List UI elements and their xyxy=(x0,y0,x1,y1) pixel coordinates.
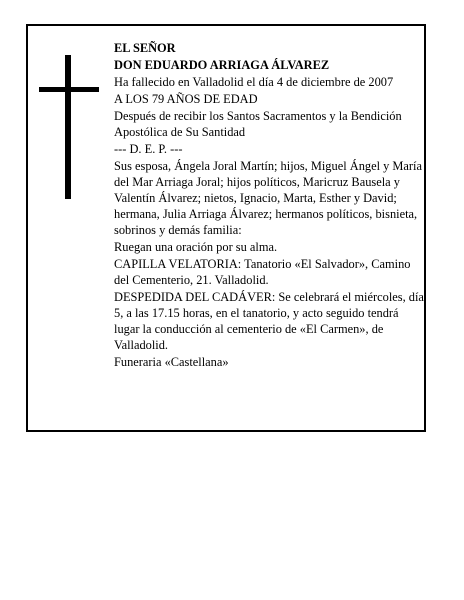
farewell-info: DESPEDIDA DEL CADÁVER: Se celebrará el miércoles, día 5, a las 17.15 horas, en el tanatorio, y acto seguido tendrá lugar la conducción al cementerio de «El Carmen», de Valladolid. xyxy=(114,290,424,352)
prayer-request: Ruegan una oración por su alma. xyxy=(114,240,278,254)
rip-line: --- D. E. P. --- xyxy=(114,142,183,156)
age-line: A LOS 79 AÑOS DE EDAD xyxy=(114,92,258,106)
cross-horizontal-bar xyxy=(39,87,99,92)
death-announcement: Ha fallecido en Valladolid el día 4 de diciembre de 2007 xyxy=(114,75,394,89)
notice-text-block xyxy=(114,40,426,370)
funeral-home: Funeraria «Castellana» xyxy=(114,355,229,369)
cross-vertical-bar xyxy=(65,55,71,199)
deceased-name: DON EDUARDO ARRIAGA ÁLVAREZ xyxy=(114,58,330,72)
chapel-info: CAPILLA VELATORIA: Tanatorio «El Salvador», Camino del Cementerio, 21. Valladolid. xyxy=(114,257,411,287)
latin-cross-icon xyxy=(39,55,99,199)
notice-title: EL SEÑOR xyxy=(114,41,176,55)
family-list: Sus esposa, Ángela Joral Martín; hijos, Miguel Ángel y María del Mar Arriaga Joral; hijos políticos, Maricruz Bausela y Valentín Álvarez; nietos, Ignacio, Marta, Esther y David; hermana, Julia Arriaga Álvarez; hermanos políticos, bisnieta, sobrinos y demás familia: xyxy=(114,159,422,237)
obituary-notice xyxy=(26,24,426,432)
sacraments-line: Después de recibir los Santos Sacramentos y la Bendición Apostólica de Su Santidad xyxy=(114,109,402,139)
